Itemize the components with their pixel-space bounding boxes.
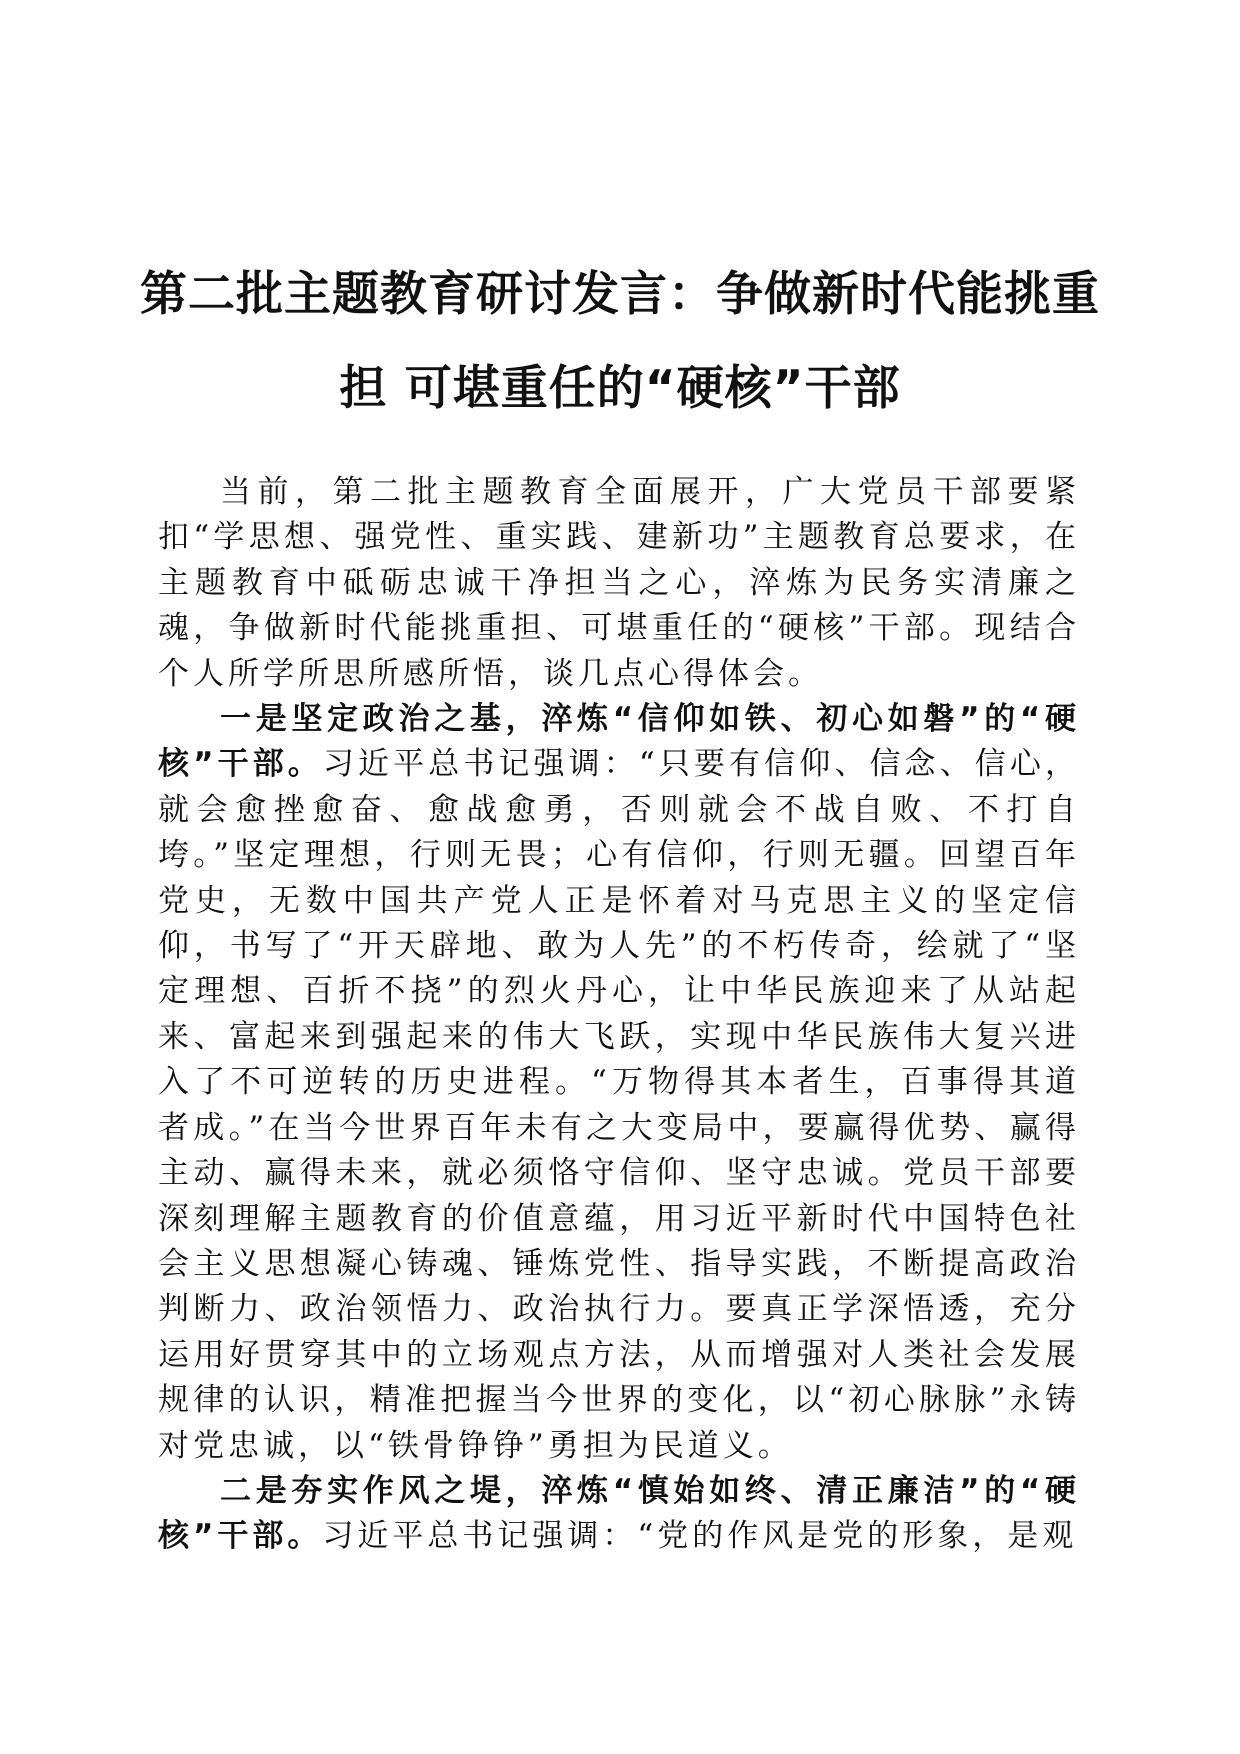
paragraph-heading: 一是坚定政治之基，淬炼“信仰如铁、初心如磐”的“硬核”干部。 bbox=[158, 701, 1080, 783]
paragraph-text: 当前，第二批主题教育全面展开，广大党员干部要紧扣“学思想、强党性、重实践、建新功”主题教育总要求，在主题教育中砥砺忠诚干净担当之心，淬炼为民务实清廉之魂，争做新时代能挑重担、可堪重任的“硬核”干部。现结合个人所学所思所感所悟，谈几点心得体会。 bbox=[158, 474, 1080, 692]
paragraph-heading: 二是夯实作风之堤，淬炼“慎始如终、清正廉洁”的“硬核”干部。 bbox=[158, 1472, 1080, 1555]
paragraph-point-2 bbox=[158, 1469, 1080, 1560]
paragraph-intro bbox=[158, 470, 1080, 697]
paragraph-text: 习近平总书记强调：“党的作风是党的形象，是观 bbox=[322, 1518, 1078, 1555]
paragraph-text: 习近平总书记强调：“只要有信仰、信念、信心，就会愈挫愈奋、愈战愈勇，否则就会不战自败、不打自垮。”坚定理想，行则无畏；心有信仰，行则无疆。回望百年党史，无数中国共产党人正是怀着对马克思主义的坚定信仰，书写了“开天辟地、敢为人先”的不朽传奇，绘就了“坚定理想、百折不挠”的烈火丹心，让中华民族迎来了从站起来、富起来到强起来的伟大飞跃，实现中华民族伟大复兴进入了不可逆转的历史进程。“万物得其本者生，百事得其道者成。”在当今世界百年未有之大变局中，要赢得优势、赢得主动、赢得未来，就必须恪守信仰、坚守忠诚。党员干部要深刻理解主题教育的价值意蕴，用习近平新时代中国特色社会主义思想凝心铸魂、锤炼党性、指导实践，不断提高政治判断力、政治领悟力、政治执行力。要真正学深悟透，充分运用好贯穿其中的立场观点方法，从而增强对人类社会发展规律的认识，精准把握当今世界的变化，以“初心脉脉”永铸对党忠诚，以“铁骨铮铮”勇担为民道义。 bbox=[158, 746, 1080, 1464]
title-line-1: 第二批主题教育研讨发言：争做新时代能挑重 bbox=[140, 267, 1100, 322]
paragraph-point-1 bbox=[158, 697, 1080, 1469]
document-title bbox=[140, 248, 1100, 436]
document-body bbox=[158, 470, 1080, 1560]
title-line-2: 担 可堪重任的“硬核”干部 bbox=[339, 361, 901, 416]
